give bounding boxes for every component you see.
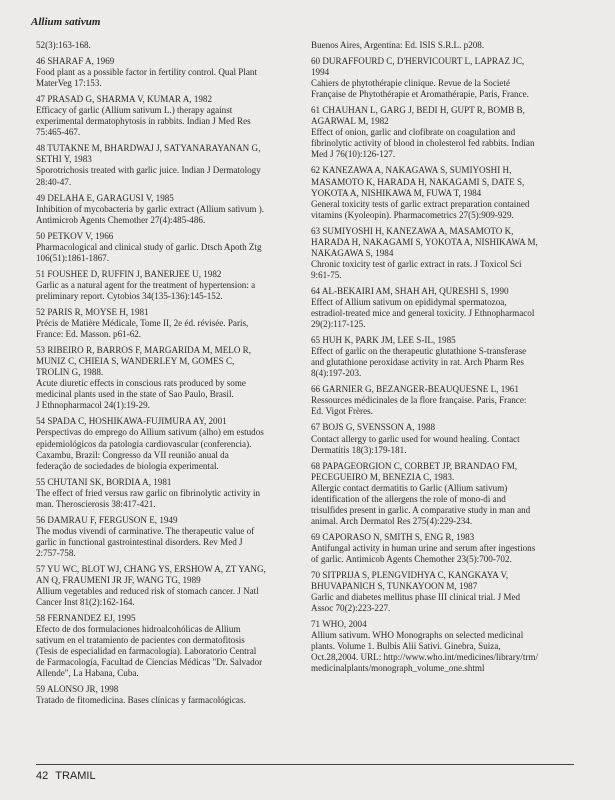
reference-line: 60 DURAFFOURD C, D'HERVICOURT L, LAPRAZ JC, — [311, 56, 525, 67]
reference-line: 29(2):117-125. — [311, 319, 366, 330]
reference-line: trisulfides present in garlic. A comparative study in man and — [311, 504, 531, 515]
reference-line: epidemiológicos da patologia cardiovascular (conferencia). — [36, 438, 252, 449]
reference-line: Assoc 70(2):223-227. — [311, 603, 391, 614]
reference-line: 28:40-47. — [36, 176, 72, 187]
reference-entry — [311, 384, 573, 417]
reference-line: (Tesis de especialidad en farmacología). Laboratorio Central — [36, 646, 257, 657]
reference-entry — [311, 226, 573, 281]
page-footer — [36, 770, 103, 782]
reference-line: 66 GARNIER G, BEZANGER-BEAUQUESNE L, 1961 — [311, 384, 519, 395]
reference-line: J Ethnopharmacol 24(1):19-29. — [36, 400, 150, 411]
reference-line: HARADA H, NAKAGAMI S, YOKOTA A, NISHIKAWA M, — [311, 236, 538, 247]
reference-entry — [36, 94, 289, 138]
reference-line: Effect of onion, garlic and clofibrate on coagulation and — [311, 127, 516, 138]
reference-line: MaterVeg 17:153. — [36, 78, 102, 89]
reference-line: France: Ed. Masson. p61-62. — [36, 329, 142, 340]
reference-line: Efecto de dos formulaciones hidroalcohólicas de Allium — [36, 624, 241, 635]
reference-line: estradiol-treated mice and general toxicity. J Ethnopharmacol — [311, 308, 535, 319]
reference-entry — [36, 613, 289, 679]
reference-line: 70 SITPRIJA S, PLENGVIDHYA C, KANGKAYA V, — [311, 570, 509, 581]
reference-line: 9:61-75. — [311, 269, 342, 280]
reference-line: Med J 76(10):126-127. — [311, 149, 396, 160]
reference-line: 71 WHO, 2004 — [311, 619, 367, 630]
reference-line: Allende", La Habana, Cuba. — [36, 668, 139, 679]
reference-line: Pharmacological and clinical study of garlic. Dtsch Apoth Ztg — [36, 241, 262, 252]
reference-line: 67 BOJS G, SVENSSON A, 1988 — [311, 422, 436, 433]
reference-line: 75:465-467. — [36, 127, 81, 138]
reference-line: Allergic contact dermatitis to Garlic (Allium sativum) — [311, 482, 508, 493]
reference-line: 54 SPADA C, HOSHIKAWA-FUJIMURA AY, 2001 — [36, 416, 227, 427]
reference-entry — [311, 165, 573, 220]
reference-entry — [311, 56, 573, 100]
reference-entry — [311, 105, 573, 160]
page-number: 42 — [36, 770, 49, 782]
reference-entry — [311, 619, 573, 674]
reference-line: 46 SHARAF A, 1969 — [36, 56, 115, 67]
reference-line: Sporotrichosis treated with garlic juice. Indian J Dermatology — [36, 165, 261, 176]
reference-entry — [36, 416, 289, 471]
reference-line: Acute diuretic effects in conscious rats produced by some — [36, 378, 246, 389]
reference-line: Effect of garlic on the therapeutic glutathione S-transferase — [311, 346, 527, 357]
reference-line: 64 AL-BEKAIRI AM, SHAH AH, QURESHI S, 1990 — [311, 285, 509, 296]
reference-line: Inhibition of mycobacteria by garlic extract (Allium sativum ). — [36, 203, 265, 214]
reference-line: General toxicity tests of garlic extract preparation contained — [311, 198, 530, 209]
reference-line: fibrinolytic activity of blood in cholesterol fed rabbits. Indian — [311, 138, 535, 149]
reference-line: The effect of fried versus raw garlic on fibrinolytic activity in — [36, 487, 261, 498]
reference-line: man. Theroscierosis 38:417-421. — [36, 498, 156, 509]
reference-line: 56 DAMRAU F, FERGUSON E, 1949 — [36, 514, 178, 525]
reference-line: Cahiers de phytothérapie clinique. Revue de la Societé — [311, 78, 510, 89]
reference-line: sativum en el tratamiento de pacientes con dermatofitosis — [36, 635, 245, 646]
footer-divider — [36, 764, 574, 765]
reference-line: 62 KANEZAWA A, NAKAGAWA S, SUMIYOSHI H, — [311, 165, 512, 176]
reference-line: 51 FOUSHEE D, RUFFIN J, BANERJEE U, 1982 — [36, 268, 222, 279]
reference-line: plants. Volume 1. Bulbis Alii Sativi. Ginebra, Suiza, — [311, 641, 501, 652]
reference-line: Antifungal activity in human urine and serum after ingestions — [311, 542, 536, 553]
reference-line: of garlic. Antimicob Agents Chemother 23(5):700-702. — [311, 553, 512, 564]
reference-line: 50 PETKOV V, 1966 — [36, 230, 114, 241]
reference-line: federação de sociedades de biologia experimental. — [36, 460, 219, 471]
reference-line: animal. Arch Dermatol Res 275(4):229-234. — [311, 515, 473, 526]
reference-line: Garlic as a natural agent for the treatment of hypertension: a — [36, 279, 256, 290]
reference-entry — [311, 40, 573, 51]
reference-entry — [311, 461, 573, 527]
reference-entry — [36, 143, 289, 187]
reference-line: medicinalplants/monograph_volume_one.shtml — [311, 663, 485, 674]
reference-line: 8(4):197-203. — [311, 368, 362, 379]
reference-line: 57 YU WC, BLOT WJ, CHANG YS, ERSHOW A, ZT YANG, — [36, 563, 266, 574]
reference-line: 59 ALONSO JR, 1998 — [36, 684, 119, 695]
reference-line: Chronic toxicity test of garlic extract in rats. J Toxicol Sci — [311, 258, 522, 269]
reference-line: Buenos Aires, Argentina: Ed. ISIS S.R.L. p208. — [311, 40, 485, 50]
reference-entry — [36, 56, 289, 89]
reference-line: MASAMOTO K, HARADA H, NAKAGAMI S, DATE S, — [311, 176, 525, 187]
reference-line: Dermatitis 18(3):179-181. — [311, 444, 407, 455]
reference-line: Garlic and diabetes mellitus phase III clinical trial. J Med — [311, 592, 521, 603]
reference-line: Française de Phytothérapie et Aromathérapie, Paris, France. — [311, 89, 529, 100]
reference-line: PECEGUEIRO M, BENEZIA C, 1983. — [311, 471, 455, 482]
reference-line: 61 CHAUHAN L, GARG J, BEDI H, GUPT R, BOMB B, — [311, 105, 525, 116]
reference-line: Ressources médicinales de la flore française. Paris, France: — [311, 395, 527, 406]
running-title: Allium sativum — [31, 16, 101, 28]
reference-entry — [311, 422, 573, 455]
reference-line: Contact allergy to garlic used for wound healing. Contact — [311, 433, 520, 444]
reference-line: 63 SUMIYOSHI H, KANEZAWA A, MASAMOTO K, — [311, 225, 514, 236]
reference-entry — [36, 40, 289, 51]
reference-line: BHUVAPANICH S, TUNKAYOON M, 1987 — [311, 581, 478, 592]
reference-line: vitamins (Kyoleopin). Pharmacometrics 27(5):909-929. — [311, 209, 514, 220]
reference-line: Efficacy of garlic (Allium sativum L.) therapy against — [36, 105, 233, 116]
reference-line: SETHI Y, 1983 — [36, 154, 92, 165]
reference-entry — [36, 684, 289, 706]
reference-line: 49 DELAHA E, GARAGUSI V, 1985 — [36, 192, 174, 203]
reference-entry — [311, 570, 573, 614]
reference-entry — [36, 307, 289, 340]
reference-line: 52(3):163-168. — [36, 40, 91, 50]
reference-line: de Farmacología, Facultad de Ciencias Médicas "Dr. Salvador — [36, 657, 263, 668]
reference-line: AN Q, FRAUMENI JR JF, WANG TG, 1989 — [36, 575, 201, 586]
reference-entry — [311, 286, 573, 330]
reference-line: Antimicrob Agents Chemother 27(4):485-486. — [36, 214, 206, 225]
reference-line: 2:757-758. — [36, 547, 76, 558]
reference-line: Allium vegetables and reduced risk of stomach cancer. J Natl — [36, 586, 259, 597]
reference-line: Tratado de fitomedicina. Bases clínicas y farmacológicas. — [36, 695, 246, 706]
reference-line: 58 FERNANDEZ EJ, 1995 — [36, 613, 136, 624]
reference-entry — [311, 532, 573, 565]
reference-entry — [36, 564, 289, 608]
publication-name: TRAMIL — [55, 770, 96, 782]
reference-line: garlic in functional gastrointestinal disorders. Rev Med J — [36, 536, 243, 547]
reference-line: 106(51):1861-1867. — [36, 252, 109, 263]
reference-line: Cancer Inst 81(2):162-164. — [36, 597, 135, 608]
reference-line: Effect of Allium sativum on epididymal spermatozoa, — [311, 296, 507, 307]
reference-line: AGARWAL M, 1982 — [311, 116, 389, 127]
reference-line: TROLIN G, 1988. — [36, 367, 104, 378]
reference-line: Oct.28,2004. URL: http://www.who.int/medicines/library/trm/ — [311, 652, 538, 663]
reference-line: 48 TUTAKNE M, BHARDWAJ J, SATYANARAYANAN G, — [36, 143, 261, 154]
reference-line: experimental dermatophytosis in rabbits. Indian J Med Res — [36, 116, 251, 127]
reference-line: 1994 — [311, 67, 330, 78]
reference-line: identification of the allergens the role of mono-di and — [311, 493, 506, 504]
reference-entry — [36, 345, 289, 411]
reference-line: 68 PAPAGEORGION C, CORBET JP, BRANDAO FM, — [311, 460, 518, 471]
reference-line: 52 PARIS R, MOYSE H, 1981 — [36, 306, 149, 317]
reference-line: 69 CAPORASO N, SMITH S, ENG R, 1983 — [311, 531, 475, 542]
reference-entry — [36, 515, 289, 559]
reference-line: preliminary report. Cytobios 34(135-136):145-152. — [36, 290, 223, 301]
reference-line: YOKOTA A, NISHIKAWA M, FUWA T, 1984 — [311, 187, 482, 198]
reference-line: Précis de Matière Médicale, Tome II, 2e éd. révisée. Paris, — [36, 318, 249, 329]
reference-line: 55 CHUTANI SK, BORDIA A, 1981 — [36, 476, 172, 487]
reference-line: MUNIZ C, CHIEIA S, WANDERLEY M, GOMES C, — [36, 356, 235, 367]
reference-line: NAKAGAWA S, 1984 — [311, 247, 394, 258]
reference-entry — [311, 335, 573, 379]
reference-entry — [36, 231, 289, 264]
reference-line: medicinal plants used in the state of Sao Paulo, Brasil. — [36, 389, 234, 400]
reference-line: 47 PRASAD G, SHARMA V, KUMAR A, 1982 — [36, 94, 213, 105]
reference-entry — [36, 477, 289, 510]
reference-line: Allium sativum. WHO Monographs on selected medicinal — [311, 630, 524, 641]
reference-line: Caxambu, Brazil: Congresso da VII reunião anual da — [36, 449, 229, 460]
reference-line: 65 HUH K, PARK JM, LEE S-IL, 1985 — [311, 335, 456, 346]
reference-line: and glutathione peroxidase activity in rat. Arch Pharm Res — [311, 357, 524, 368]
reference-line: The modus vivendi of carminative. The therapeutic value of — [36, 525, 255, 536]
reference-line: Ed. Vigot Frères. — [311, 406, 373, 417]
reference-entry — [36, 193, 289, 226]
references-left-column — [36, 40, 289, 712]
reference-line: Food plant as a possible factor in fertility control. Qual Plant — [36, 67, 257, 78]
reference-line: 53 RIBEIRO R, BARROS F, MARGARIDA M, MELO R, — [36, 345, 252, 356]
references-right-column — [311, 40, 573, 679]
reference-entry — [36, 269, 289, 302]
reference-line: Perspectivas do emprego do Allium sativum (alho) em estudos — [36, 427, 264, 438]
